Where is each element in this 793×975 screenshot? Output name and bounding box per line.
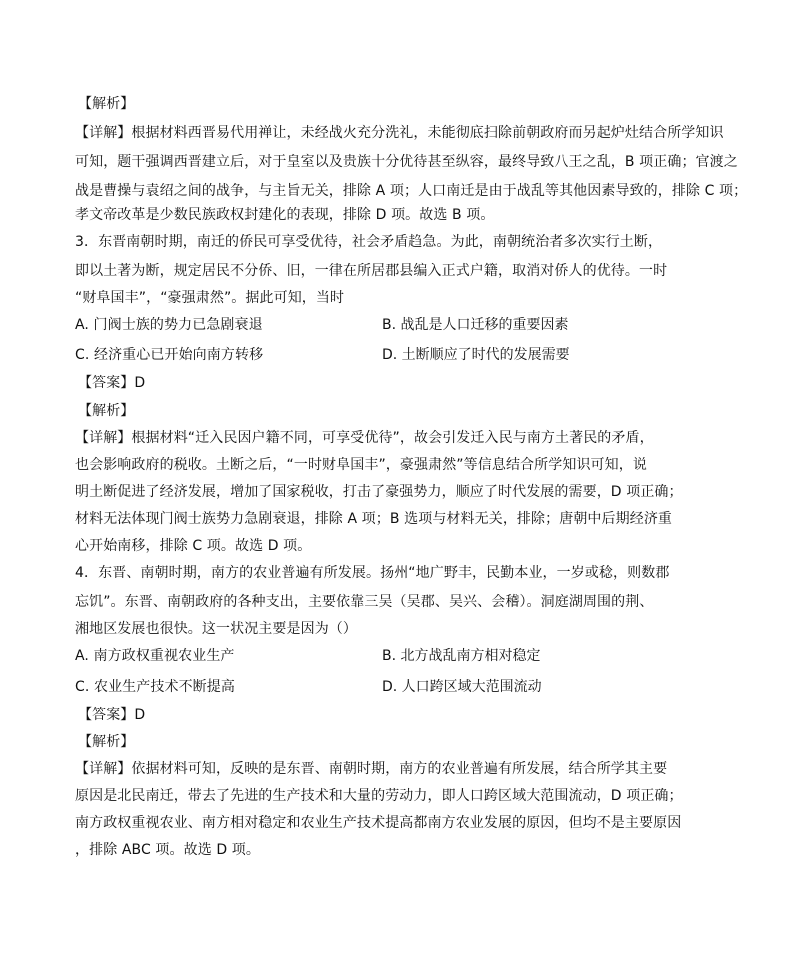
q2-analysis-label: 【解析】 bbox=[78, 96, 135, 112]
q3-detail-line: 也会影响政府的税收。土断之后，“一时财阜国丰”，豪强肃然”等信息结合所学知识可知，说 bbox=[75, 457, 647, 473]
q2-detail-line: 战是曹操与袁绍之间的战争，与主旨无关，排除 A 项；人口南迁是由于战乱等其他因素导致的，排除 C 项； bbox=[75, 183, 748, 199]
q4-detail-line: 原因是北民南迁，带去了先进的生产技术和大量的劳动力，即人口跨区域大范围流动，D 项正确； bbox=[75, 788, 683, 804]
q3-option-b: B. 战乱是人口迁移的重要因素 bbox=[382, 317, 569, 333]
q4-analysis-label: 【解析】 bbox=[78, 734, 135, 750]
q4-stem-line: 忘饥”。东晋、南朝政府的各种支出，主要依靠三吴（吴郡、吴兴、会稽）。洞庭湖周围的荆、 bbox=[75, 594, 654, 610]
q4-stem-line: 湘地区发展也很快。这一状况主要是因为（） bbox=[75, 621, 357, 637]
q3-stem-line: 即以土著为断，规定居民不分侨、旧，一律在所居郡县编入正式户籍，取消对侨人的优待。一时 bbox=[75, 263, 668, 279]
q3-detail-line: 【详解】根据材料“迁入民因户籍不同，可享受优待”，故会引发迁入民与南方土著民的矛盾， bbox=[75, 430, 654, 446]
q4-option-a: A. 南方政权重视农业生产 bbox=[75, 648, 235, 664]
q2-detail-line: 孝文帝改革是少数民族政权封建化的表现，排除 D 项。故选 B 项。 bbox=[75, 207, 495, 223]
q3-analysis-label: 【解析】 bbox=[78, 403, 135, 419]
q4-detail-line: ，排除 ABC 项。故选 D 项。 bbox=[75, 842, 260, 858]
q3-option-a: A. 门阀士族的势力已急剧衰退 bbox=[75, 317, 263, 333]
q2-detail-line: 可知，题干强调西晋建立后，对于皇室以及贵族十分优待甚至纵容，最终导致八王之乱，B 项正确；官渡之 bbox=[75, 154, 738, 170]
q3-option-c: C. 经济重心已开始向南方转移 bbox=[75, 347, 264, 363]
q3-detail-line: 材料无法体现门阀士族势力急剧衰退，排除 A 项；B 选项与材料无关，排除；唐朝中后期经济重 bbox=[75, 511, 673, 527]
q3-detail-line: 心开始南移，排除 C 项。故选 D 项。 bbox=[75, 538, 312, 554]
q3-answer: 【答案】D bbox=[78, 375, 146, 391]
q4-option-b: B. 北方战乱南方相对稳定 bbox=[382, 648, 541, 664]
q3-option-d: D. 土断顺应了时代的发展需要 bbox=[382, 347, 570, 363]
q4-detail-line: 【详解】依据材料可知，反映的是东晋、南朝时期，南方的农业普遍有所发展，结合所学其主要 bbox=[75, 761, 668, 777]
q4-stem-line: 4．东晋、南朝时期，南方的农业普遍有所发展。扬州“地广野丰，民勤本业，一岁或稔，则数郡 bbox=[75, 565, 670, 581]
q3-stem-line: 3．东晋南朝时期，南迁的侨民可享受优待，社会矛盾趋急。为此，南朝统治者多次实行土断， bbox=[75, 234, 663, 250]
q4-detail-line: 南方政权重视农业、南方相对稳定和农业生产技术提高都南方农业发展的原因，但均不是主要原因 bbox=[75, 815, 682, 831]
q3-detail-line: 明土断促进了经济发展，增加了国家税收，打击了豪强势力，顺应了时代发展的需要，D 项正确； bbox=[75, 484, 683, 500]
q2-detail-line: 【详解】根据材料西晋易代用禅让，未经战火充分洗礼，未能彻底扫除前朝政府而另起炉灶结合所学知识 bbox=[75, 125, 724, 141]
q4-option-d: D. 人口跨区域大范围流动 bbox=[382, 679, 542, 695]
q4-answer: 【答案】D bbox=[78, 707, 146, 723]
q4-option-c: C. 农业生产技术不断提高 bbox=[75, 679, 235, 695]
q3-stem-line: “财阜国丰”，“豪强肃然”。据此可知，当时 bbox=[75, 290, 345, 306]
